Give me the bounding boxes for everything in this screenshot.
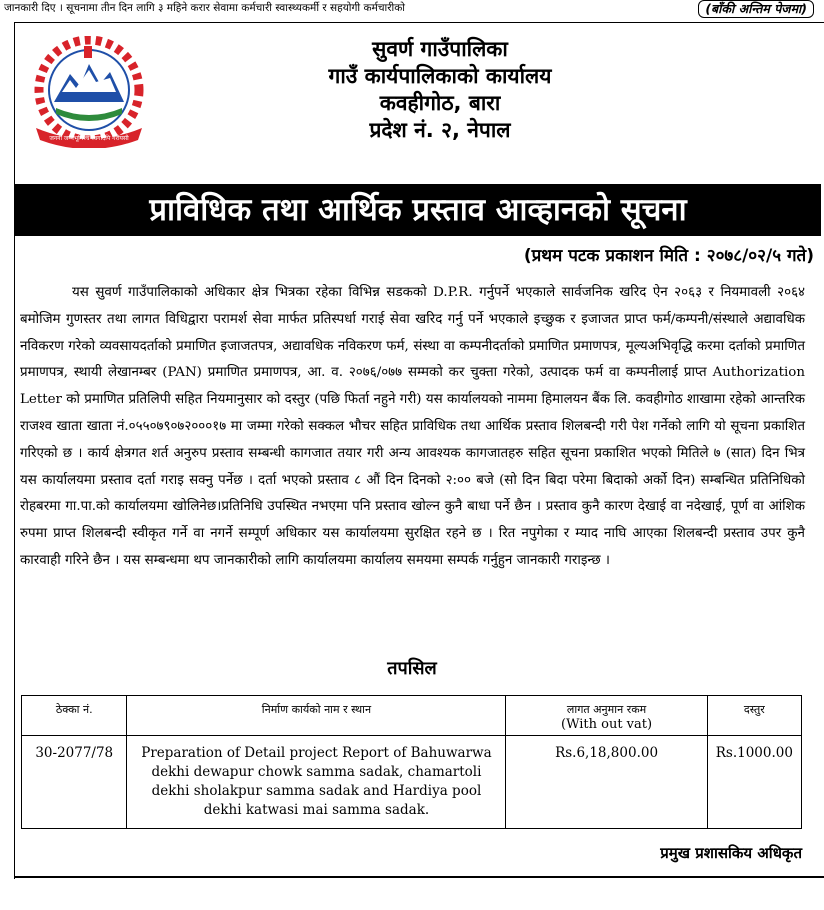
continued-note: (बाँकी अन्तिम पेजमा) bbox=[698, 0, 814, 18]
header-cost-estimate-note: (With out vat) bbox=[561, 717, 653, 732]
bottom-divider bbox=[14, 876, 824, 878]
table-row bbox=[22, 736, 802, 829]
office-name: गाउँ कार्यपालिकाको कार्यालय bbox=[328, 64, 552, 88]
notice-title: प्राविधिक तथा आर्थिक प्रस्ताव आव्हानको सूचना bbox=[15, 184, 821, 236]
government-emblem bbox=[26, 36, 152, 148]
municipality-name: सुवर्ण गाउँपालिका bbox=[372, 37, 508, 61]
office-header bbox=[180, 36, 700, 144]
header-cost-estimate bbox=[506, 696, 707, 736]
header-fee: दस्तुर bbox=[707, 696, 801, 736]
details-table bbox=[21, 695, 802, 829]
cell-contract-no: 30-2077/78 bbox=[22, 736, 127, 829]
table-title: तपसिल bbox=[387, 658, 437, 679]
province-name: प्रदेश नं. २, नेपाल bbox=[369, 118, 511, 142]
header-contract-no: ठेक्का नं. bbox=[22, 696, 127, 736]
cell-fee: Rs.1000.00 bbox=[707, 736, 801, 829]
cell-work-name: Preparation of Detail project Report of Bahuwarwa dekhi dewapur chowk samma sadak, chamartoli dekhi sholakpur samma sadak and Hardiya pool dekhi katwasi mai samma sadak. bbox=[127, 736, 506, 829]
cell-cost-estimate: Rs.6,18,800.00 bbox=[506, 736, 707, 829]
top-strip-text: जानकारी दिए । सूचनामा तीन दिन लागि ३ महिने करार सेवामा कर्मचारी स्वास्थ्यकर्मी र सहयोगी कर्मचारीको bbox=[4, 2, 406, 14]
publication-date: (प्रथम पटक प्रकाशन मिति : २०७८/०२/५ गते) bbox=[523, 246, 814, 266]
office-location: कवहीगोठ, बारा bbox=[379, 91, 501, 115]
table-header-row bbox=[22, 696, 802, 736]
header-cost-estimate-label: लागत अनुमान रकम bbox=[566, 703, 647, 716]
top-strip bbox=[0, 0, 824, 18]
notice-body: यस सुवर्ण गाउँपालिकाको अधिकार क्षेत्र भित्रका रहेका विभिन्न सडकको D.P.R. गर्नुपर्ने भएकाले सार्वजनिक खरिद ऐन २०६३ र नियमावली २०६४ बमोजिम गुणस्तर तथा लागत विधिद्वारा परामर्श सेवा मार्फत प्रतिस्पर्धा गराई सेवा खरिद गर्नु पर्ने भएकाले इच्छुक र इजाजत प्राप्त फर्म/कम्पनी/संस्थाले अद्यावधिक नविकरण गरेको व्यवसायदर्ताको प्रमाणित इजाजतपत्र, अद्यावधिक नविकरण फर्म, संस्था वा कम्पनीदर्ताको प्रमाणित प्रमाणपत्र, मूल्यअभिवृद्धि करमा दर्ताको प्रमाणित प्रमाणपत्र, स्थायी लेखानम्बर (PAN) प्रमाणित प्रमाणपत्र, आ. व. २०७६/०७७ सम्मको कर चुक्ता गरेको, उत्पादक फर्म वा कम्पनीलाई प्राप्त Authorization Letter को प्रमाणित प्रतिलिपी सहित नियमानुसार को दस्तुर (पछि फिर्ता नहुने गरी) यस कार्यालयको नाममा हिमालयन बैंक लि. कवहीगोठ शाखामा रहेको आन्तरिक राजश्व खाता खाता नं.०५५०७९०७२०००१७ मा जम्मा गरेको सक्कल भौचर सहित प्राविधिक तथा आर्थिक प्रस्ताव शिलबन्दी गरी पेश गर्नेको लागि यो सूचना प्रकाशित गरिएको छ । कार्य क्षेत्रगत शर्त अनुरुप प्रस्ताव सम्बन्धी कागजात तयार गरी अन्य आवश्यक कागजातहरु सहित सूचना प्रकाशित भएको मितिले ७ (सात) दिन भित्र यस कार्यालयमा प्रस्ताव दर्ता गराइ सक्नु पर्नेछ । दर्ता भएको प्रस्ताव ८ औं दिन दिनको २:०० बजे (सो दिन बिदा परेमा बिदाको अर्को दिन) सम्बन्धित प्रतिनिधिको रोहबरमा गा.पा.को कार्यालयमा खोलिनेछ।प्रतिनिधि उपस्थित नभएमा पनि प्रस्ताव खोल्न कुनै बाधा पर्ने छैन । प्रस्ताव कुनै कारण देखाई वा नदेखाई, पूर्ण वा आंशिक रुपमा प्राप्त शिलबन्दी स्वीकृत गर्ने वा नगर्ने सम्पूर्ण अधिकार यस कार्यालयमा सुरक्षित रहने छ । रित नपुगेका र म्याद नाघि आएका शिलबन्दी प्रस्ताव उपर कुनै कारवाही गरिने छैन । यस सम्बन्धमा थप जानकारीको लागि कार्यालयमा कार्यालय समयमा सम्पर्क गर्नुहुन जानकारी गराइन्छ । bbox=[20, 285, 805, 568]
emblem-motto: जननी जन्मभूमिश्च स्वर्गादपि गरीयसी bbox=[49, 135, 129, 142]
signatory-title: प्रमुख प्रशासकिय अधिकृत bbox=[660, 844, 802, 862]
header-work-name: निर्माण कार्यको नाम र स्थान bbox=[127, 696, 506, 736]
